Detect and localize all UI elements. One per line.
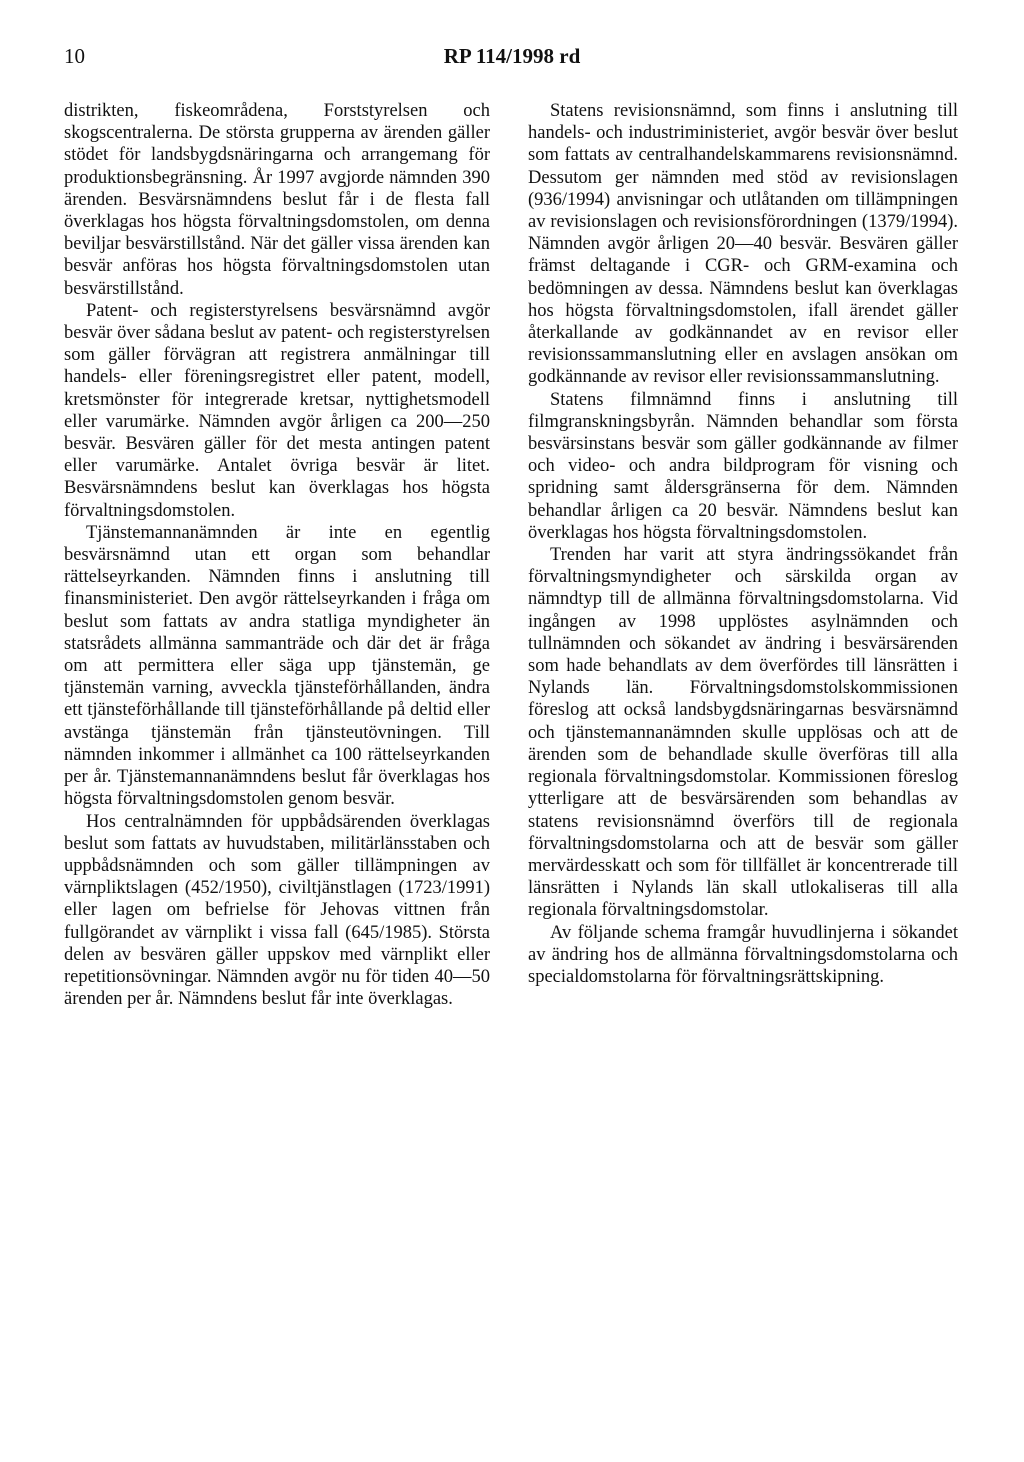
document-reference: RP 114/1998 rd [443, 44, 581, 68]
right-text-column [528, 100, 958, 988]
paragraph: Statens filmnämnd finns i anslutning till filmgranskningsbyrån. Nämnden behandlar som första besvärsinstans besvär som gäller godkännande av filmer och video- och andra bildprogram för visning och spridning samt åldersgränserna för dem. Nämnden behandlar årligen ca 20 besvär. Nämndens beslut kan överklagas hos högsta förvaltningsdomstolen. [528, 389, 958, 543]
page-number: 10 [64, 44, 85, 68]
paragraph: Trenden har varit att styra ändringssökandet från förvaltningsmyndigheter och särskilda organ av nämndtyp till de allmänna förvaltningsdomstolarna. Vid ingången av 1998 upplöstes asylnämnden och tullnämnden och sökandet av ändring i besvärsärenden som hade behandlats av dem överfördes till länsrätten i Nylands län. Förvaltningsdomstolskommissionen föreslog att också landsbygdsnäringarnas besvärsnämnd och tjänstemannanämnden skulle upplösas och att de ärenden som de behandlade skulle överföras till alla regionala förvaltningsdomstolar. Kommissionen föreslog ytterligare att de besvärsärenden som behandlas av statens revisionsnämnd överförs till de regionala förvaltningsdomstolarna och att de besvär som gäller mervärdesskatt och som för tillfället är koncentrerade till länsrätten i Nylands län skall utlokaliseras till alla regionala förvaltningsdomstolar. [528, 545, 958, 921]
paragraph: distrikten, fiskeområdena, Forststyrelsen och skogscentralerna. De största grupperna av ärenden gäller stödet för landsbygdsnäringarna och arrangemang för produktionsbegränsning. År 1997 avgjorde nämnden 390 ärenden. Besvärsnämndens beslut får i de flesta fall överklagas hos högsta förvaltningsdomstolen, om denna beviljar besvärstillstånd. När det gäller vissa ärenden kan besvär anföras hos högsta förvaltningsdomstolen utan besvärstillstånd. [64, 101, 490, 299]
paragraph: Patent- och registerstyrelsens besvärsnämnd avgör besvär över sådana beslut av patent- och registerstyrelsen som gäller förvägran att registrera anmälningar till handels- eller föreningsregistret eller patent, modell, kretsmönster för integrerade kretsar, nyttighetsmodell eller varumärke. Nämnden avgör årligen ca 200—250 besvär. Besvären gäller för det mesta antingen patent eller varumärke. Antalet övriga besvär är litet. Besvärsnämndens beslut kan överklagas hos högsta förvaltningsdomstolen. [64, 300, 490, 521]
left-text-column [64, 100, 490, 1010]
paragraph: Av följande schema framgår huvudlinjerna i sökandet av ändring hos de allmänna förvaltningsdomstolarna och specialdomstolarna för förvaltningsrättskipning. [528, 922, 958, 987]
paragraph: Hos centralnämnden för uppbådsärenden överklagas beslut som fattats av huvudstaben, militärlänsstaben och uppbådsnämnden och som gäller tillämpningen av värnpliktslagen (452/1950), civiltjänstlagen (1723/1991) eller lagen om befrielse för Jehovas vittnen från fullgörandet av värnplikt i vissa fall (645/1985). Största delen av besvären gäller uppskov med värnplikt eller repetitionsövningar. Nämnden avgör nu för tiden 40—50 ärenden per år. Nämndens beslut får inte överklagas. [64, 811, 490, 1010]
paragraph: Statens revisionsnämnd, som finns i anslutning till handels- och industriministeriet, avgör besvär över beslut som fattats av centralhandelskammarens revisionsnämnd. Dessutom ger nämnden med stöd av revisionslagen (936/1994) anvisningar och utlåtanden om tillämpningen av revisionslagen och revisionsförordningen (1379/1994). Nämnden avgör årligen 20—40 besvär. Besvären gäller främst deltagande i CGR- och GRM-examina och bedömningen av dessa. Nämndens beslut kan överklagas hos högsta förvaltningsdomstolen, ifall ärendet gäller återkallande av godkännandet av en revisor eller revisionssammanslutning eller en avslagen ansökan om godkännande av revisor eller revisionssammanslutning. [528, 101, 958, 388]
paragraph: Tjänstemannanämnden är inte en egentlig besvärsnämnd utan ett organ som behandlar rättelseyrkanden. Nämnden finns i anslutning till finansministeriet. Den avgör rättelseyrkanden i fråga om beslut som fattats av andra statliga myndigheter än statsrådets allmänna sammanträde och där det är fråga om att permittera eller säga upp tjänstemän, ge tjänstemän varning, avveckla tjänsteförhållanden, ändra ett tjänsteförhållande till tjänsteförhållande på deltid eller avstänga tjänstemän från tjänsteutövningen. Till nämnden inkommer i allmänhet ca 100 rättelseyrkanden per år. Tjänstemannanämndens beslut får överklagas hos högsta förvaltningsdomstolen genom besvär. [64, 522, 490, 810]
